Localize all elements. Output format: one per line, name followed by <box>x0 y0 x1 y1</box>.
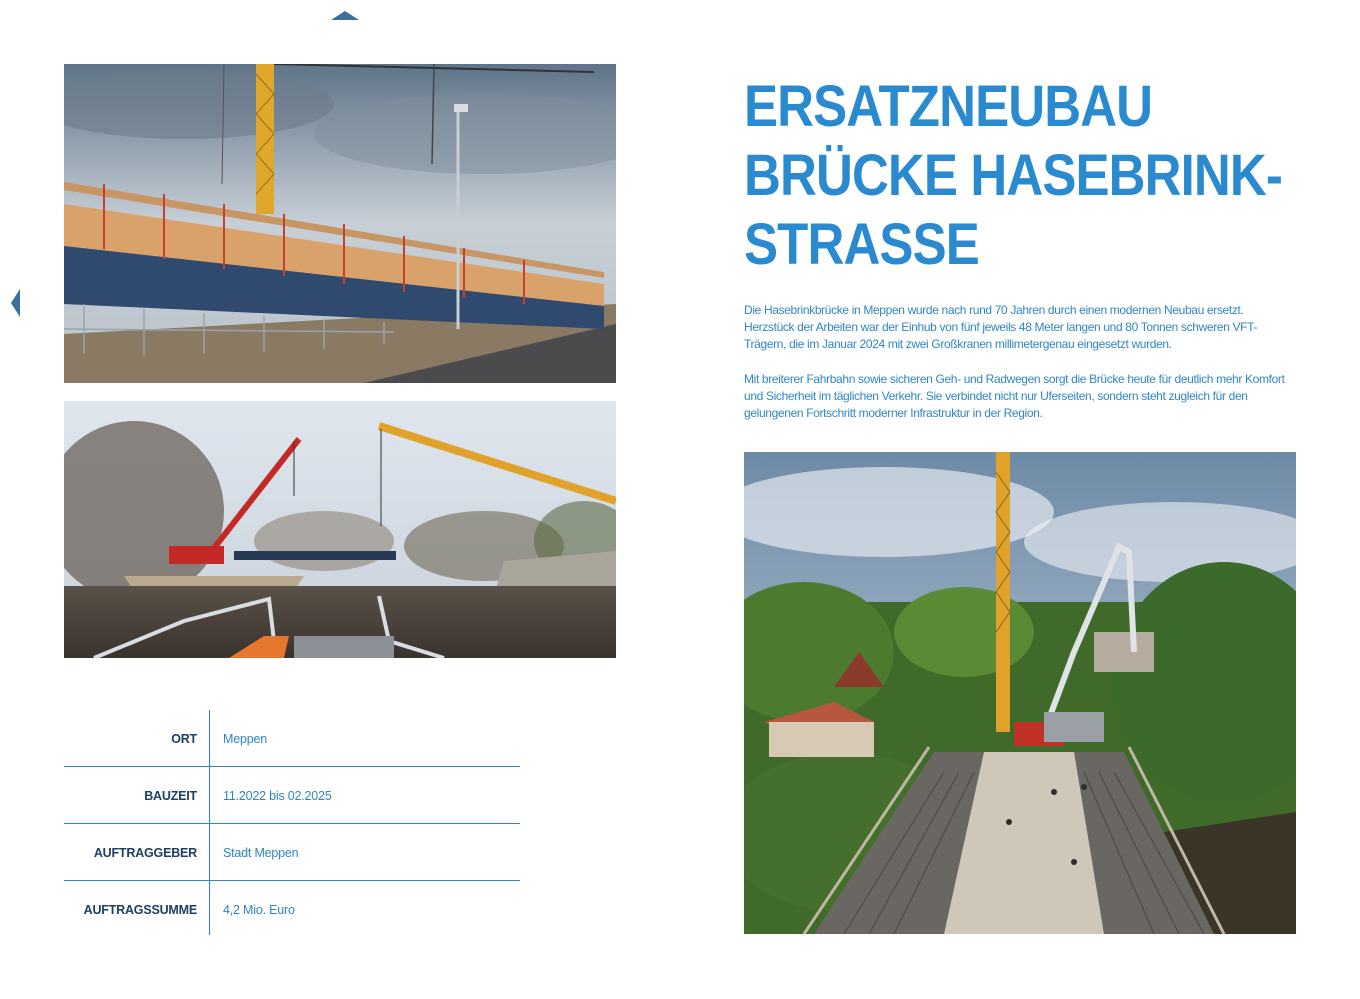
info-label: AUFTRAGGEBER <box>93 846 197 860</box>
info-value: 4,2 Mio. Euro <box>223 903 295 917</box>
intro-paragraph: Die Hasebrinkbrücke in Meppen wurde nach rund 70 Jahren durch einen modernen Neubau ersetzt. Herzstück der Arbeiten war der Einhub von fünf jeweils 48 Meter langen und 80 Tonnen schweren VFT-Trägern, die im Januar 2024 mit zwei Großkranen millimetergenau eingesetzt wurden. <box>744 303 1258 351</box>
table-row-auftraggeber <box>64 824 520 881</box>
title-line-3: STRASSE <box>744 212 979 277</box>
photo-girder-lift <box>64 401 616 658</box>
photo-bridge-construction <box>64 64 616 383</box>
benefit-paragraph: Mit breiterer Fahrbahn sowie sicheren Geh- und Radwegen sorgt die Brücke heute für deutlich mehr Komfort und Sicherheit im täglichen Verkehr. Sie verbindet nicht nur Uferseiten, sondern steht zugleich für den gelungenen Fortschritt moderner Infrastruktur in der Region. <box>744 372 1285 420</box>
info-label: ORT <box>171 732 197 746</box>
table-row-ort <box>64 710 520 767</box>
triangle-left-icon[interactable] <box>11 289 20 317</box>
table-row-auftragssumme <box>64 881 520 937</box>
info-label: AUFTRAGSSUMME <box>83 903 197 917</box>
title-line-2: BRÜCKE HASEBRINK- <box>744 143 1282 208</box>
title-line-1: ERSATZNEUBAU <box>744 74 1153 139</box>
info-value: Meppen <box>223 732 267 746</box>
triangle-up-icon[interactable] <box>331 11 359 20</box>
info-label: BAUZEIT <box>144 789 197 803</box>
project-info-table <box>64 710 520 937</box>
info-value: Stadt Meppen <box>223 846 299 860</box>
table-row-bauzeit <box>64 767 520 824</box>
page-title <box>744 72 1282 279</box>
info-value: 11.2022 bis 02.2025 <box>223 789 332 803</box>
photo-bridge-aerial <box>744 452 1296 934</box>
